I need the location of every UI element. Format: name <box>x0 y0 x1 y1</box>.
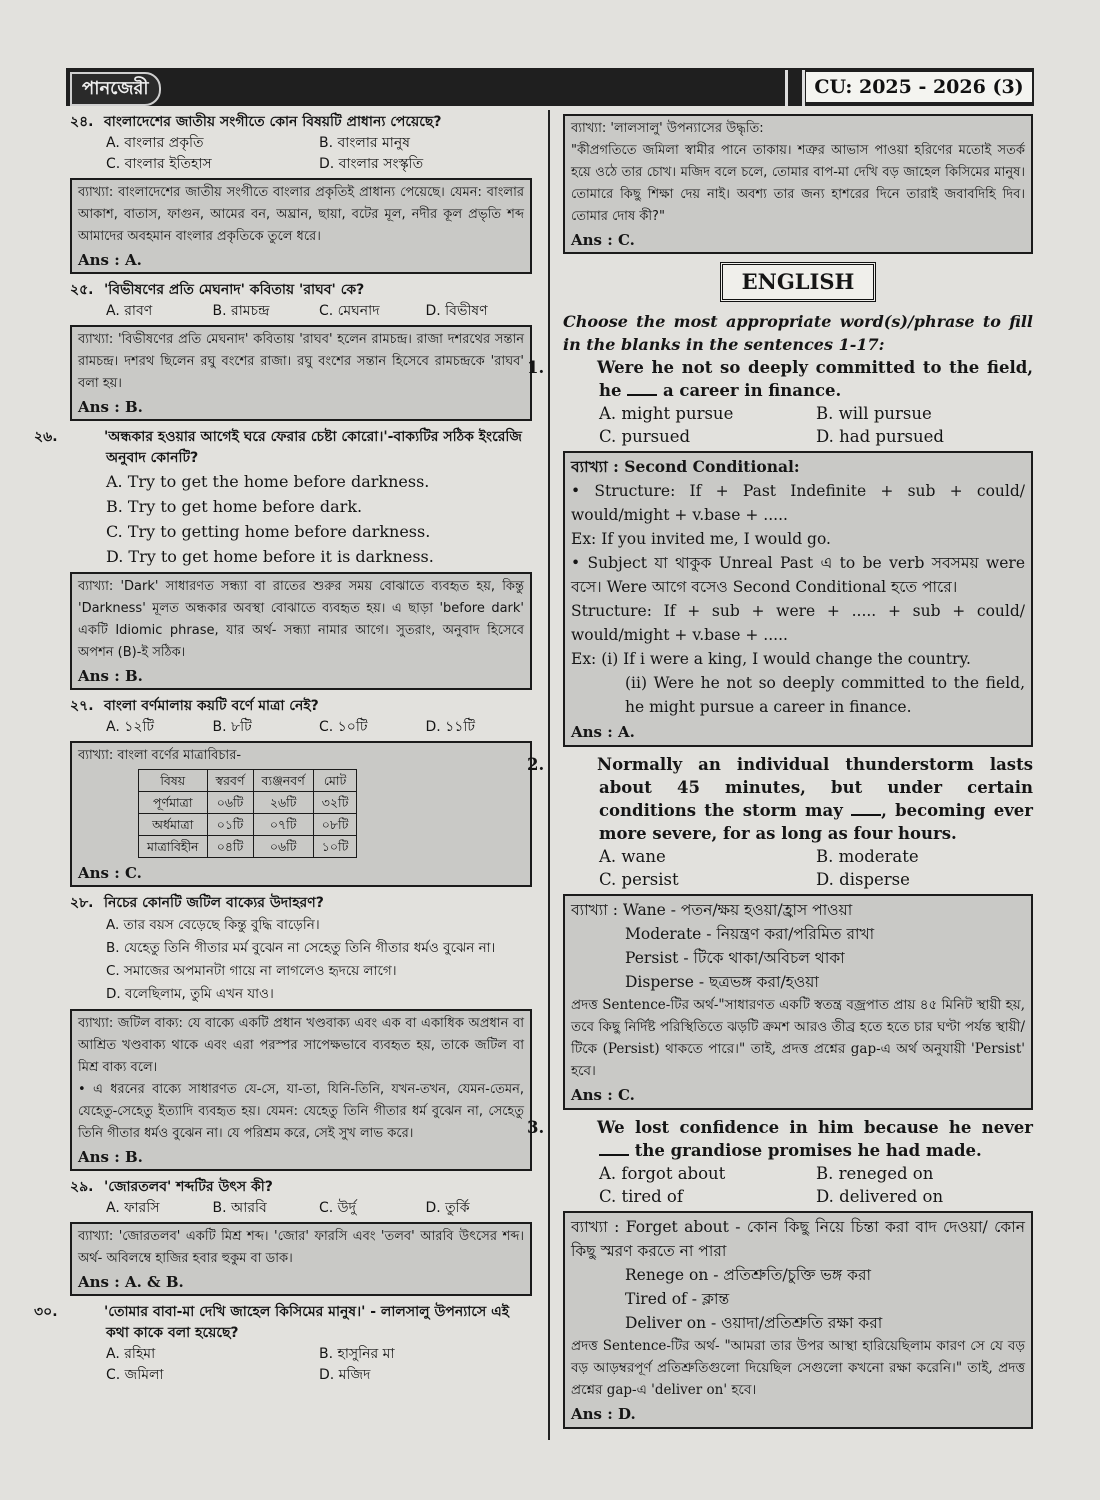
explanation-box <box>70 178 532 274</box>
explanation-text: ব্যাখ্যা: 'বিভীষণের প্রতি মেঘনাদ' কবিতায় 'রাঘব' হলেন রামচন্দ্র। রাজা দশরথের সন্তান রামচন্দ্র। দশরথ ছিলেন রঘু বংশের রাজা। রঘু বংশের সন্তান হিসেবে রামচন্দ্রকে 'রাঘব' বলা হয়। <box>78 332 524 391</box>
question-number: ২৪. <box>70 114 94 130</box>
meaning-line: Renege on - প্রতিশ্রুতি/চুক্তি ভঙ্গ করা <box>625 1266 871 1284</box>
option-b: B. moderate <box>816 847 919 866</box>
option-d: D. disperse <box>816 870 910 889</box>
option-a: A. রহিমা <box>106 1346 156 1362</box>
table-cell: ০৬টি <box>207 792 253 814</box>
explanation-box <box>70 325 532 421</box>
question-text: নিচের কোনটি জটিল বাক্যের উদাহরণ? <box>104 895 324 911</box>
table-header: স্বরবর্ণ <box>207 770 253 792</box>
option-d: D. ১১টি <box>425 719 475 735</box>
question-text: বাংলাদেশের জাতীয় সংগীতে কোন বিষয়টি প্রাধান্য পেয়েছে? <box>104 114 442 130</box>
options <box>70 469 532 569</box>
option-c: C. ১০টি <box>319 719 368 735</box>
question-text-cont: a career in finance. <box>663 381 842 400</box>
question-number: ২৯. <box>70 1179 94 1195</box>
answer: Ans : C. <box>571 1086 635 1104</box>
explanation-text: ব্যাখ্যা: বাংলাদেশের জাতীয় সংগীতে বাংলার প্রকৃতিই প্রাধান্য পেয়েছে। যেমন: বাংলার আকাশ, বাতাস, ফাগুন, আমের বন, অঘ্রান, ছায়া, বটের মূল, নদীর কূল প্রভৃতি শব্দ আমাদের অবহমান বাংলার প্রকৃতিকে তুলে ধরে। <box>78 185 524 244</box>
options <box>70 301 532 322</box>
explanation-box-q30 <box>563 114 1033 254</box>
meaning-line: Tired of - ক্লান্ত <box>625 1290 730 1308</box>
question-text: 'অন্ধকার হওয়ার আগেই ঘরে ফেরার চেষ্টা কোরো।'-বাক্যটির সঠিক ইংরেজি অনুবাদ কোনটি? <box>104 429 522 466</box>
option-d: D. বাংলার সংস্কৃতি <box>319 156 424 172</box>
question-3 <box>527 1116 1033 1429</box>
option-b: B. আরবি <box>212 1200 267 1216</box>
explanation-text: ব্যাখ্যা: বাংলা বর্ণের মাত্রাবিচার- <box>78 748 242 763</box>
option-d: D. বিভীষণ <box>425 303 488 319</box>
question-number: ২৬. <box>34 429 58 445</box>
question-28 <box>70 893 532 1171</box>
blank-line <box>599 1140 629 1156</box>
question-2 <box>527 753 1033 1110</box>
question-text: 'জোরতলব' শব্দটির উৎস কী? <box>104 1179 273 1195</box>
example-1: Ex: If you invited me, I would go. <box>571 530 831 548</box>
meaning-line: Deliver on - ওয়াদা/প্রতিশ্রুতি রক্ষা করা <box>625 1314 883 1332</box>
options <box>563 1162 1033 1208</box>
answer: Ans : B. <box>78 398 143 416</box>
header-divider <box>785 70 805 106</box>
table-row <box>139 792 357 814</box>
question-text-cont: the grandiose promises he had made. <box>634 1141 982 1160</box>
option-a: A. Try to get the home before darkness. <box>106 472 430 491</box>
answer: Ans : C. <box>571 231 635 249</box>
sentence-meaning: প্রদত্ত Sentence-টির অর্থ- "আমরা তার উপর আস্থা হারিয়েছিলাম কারণ সে যে বড় বড় আড়ম্বরপূর্ণ প্রতিশ্রুতিগুলো দিয়েছিল সেগুলো কখনো রক্ষা করেনি।" তাই, প্রদত্ত প্রশ্নের gap-এ 'deliver on' হবে। <box>571 1338 1025 1398</box>
option-b: B. রামচন্দ্র <box>212 303 270 319</box>
question-text: 'বিভীষণের প্রতি মেঘনাদ' কবিতায় 'রাঘব' কে? <box>104 282 365 298</box>
option-c: C. persist <box>599 870 679 889</box>
option-d: D. Try to get home before it is darkness. <box>106 547 434 566</box>
explanation-note: • এ ধরনের বাক্যে সাধারণত যে-সে, যা-তা, যিনি-তিনি, যখন-তখন, যেমন-তেমন, যেহেতু-সেহেতু ইত্যাদি ব্যবহৃত হয়। যেমন: যেহেতু তিনি গীতার ধর্ম বুঝেন না, সেহেতু তিনি গীতার ধর্মও বুঝেন না। যে পরিশ্রম করে, সেই সুখ লাভ করে। <box>78 1082 524 1141</box>
option-c: C. pursued <box>599 427 691 446</box>
table-cell: ০৮টি <box>313 814 357 836</box>
answer: Ans : A. & B. <box>78 1273 184 1291</box>
table-cell: ২৬টি <box>253 792 313 814</box>
question-number: ২৫. <box>70 282 94 298</box>
question-number: ৩০. <box>34 1304 58 1320</box>
question-text: Were he not so deeply committed to the field, he <box>597 358 1033 400</box>
option-b: B. বাংলার মানুষ <box>319 135 410 151</box>
structure-1: • Structure: If + Past Indefinite + sub + could/ would/might + v.base + ..... <box>571 482 1025 524</box>
meaning-line: ব্যাখ্যা : Forget about - কোন কিছু নিয়ে চিন্তা করা বাদ দেওয়া/ কোন কিছু স্মরণ করতে না পারা <box>571 1218 1025 1260</box>
table-header: মোট <box>313 770 357 792</box>
table-cell: মাত্রাবিহীন <box>139 836 208 858</box>
question-number: 3. <box>527 1118 545 1137</box>
meaning-line: Moderate - নিয়ন্ত্রণ করা/পরিমিত রাখা <box>625 925 875 943</box>
explanation-box <box>563 894 1033 1110</box>
question-25 <box>70 280 532 421</box>
table-row <box>139 836 357 858</box>
question-text-cont: , becoming ever more severe, for as long as four hours. <box>599 801 1033 843</box>
option-a: A. might pursue <box>599 404 734 423</box>
answer: Ans : D. <box>571 1405 636 1423</box>
explanation-text: ব্যাখ্যা: জটিল বাক্য: যে বাক্যে একটি প্রধান খণ্ডবাক্য এবং এক বা একাধিক অপ্রধান বা আশ্রিত খণ্ডবাক্য থাকে এবং এরা পরস্পর সাপেক্ষভাবে ব্যবহৃত হয়, তাকে জটিল বা মিশ্র বাক্য বলে। <box>78 1016 524 1075</box>
sentence-meaning: প্রদত্ত Sentence-টির অর্থ-"সাধারণত একটি স্বতন্ত্র বজ্রপাত প্রায় ৪৫ মিনিট স্থায়ী হয়, তবে কিছু নির্দিষ্ট পরিস্থিতিতে ঝড়টি ক্রমশ আরও তীব্র হতে হতে চার ঘণ্টা পর্যন্ত স্থায়ী/টিকে (Persist) থাকতে পারে।" তাই, প্রদত্ত প্রশ্নের gap-এ অর্থ অনুযায়ী 'Persist' হবে। <box>571 997 1025 1079</box>
question-text: 'তোমার বাবা-মা দেখি জাহেল কিসিমের মানুষ।' - লালসালু উপন্যাসে এই কথা কাকে বলা হয়েছে? <box>104 1304 510 1341</box>
option-c: C. সমাজের অপমানটা গায়ে না লাগলেও হৃদয়ে লাগে। <box>106 963 397 979</box>
question-text: Normally an individual thunderstorm lasts about 45 minutes, but under certain conditions the storm may <box>597 755 1033 820</box>
explanation-text: ব্যাখ্যা: 'লালসালু' উপন্যাসের উদ্ধৃতি: <box>571 121 764 136</box>
question-number: 2. <box>527 755 545 774</box>
explanation-title: ব্যাখ্যা : Second Conditional: <box>571 457 800 476</box>
table-row <box>139 814 357 836</box>
matra-table <box>138 769 357 858</box>
option-c: C. মেঘনাদ <box>319 303 380 319</box>
question-number: ২৭. <box>70 698 94 714</box>
question-30 <box>34 1302 532 1386</box>
table-cell: ০৭টি <box>253 814 313 836</box>
answer: Ans : C. <box>78 864 142 882</box>
option-d: D. had pursued <box>816 427 944 446</box>
answer: Ans : B. <box>78 1148 143 1166</box>
meaning-line: Disperse - ছত্রভঙ্গ করা/হওয়া <box>625 973 819 991</box>
table-cell: ৩২টি <box>313 792 357 814</box>
option-d: D. delivered on <box>816 1187 944 1206</box>
option-a: A. ফারসি <box>106 1200 160 1216</box>
meaning-line: ব্যাখ্যা : Wane - পতন/ক্ষয় হওয়া/হ্রাস পাওয়া <box>571 901 853 919</box>
table-header: বিষয় <box>139 770 208 792</box>
explanation-text: ব্যাখ্যা: 'জোরতলব' একটি মিশ্র শব্দ। 'জোর' ফারসি এবং 'তলব' আরবি উৎসের শব্দ। অর্থ- অবিলম্বে হাজির হবার হুকুম বা ডাক। <box>78 1229 524 1266</box>
explanation-text: ব্যাখ্যা: 'Dark' সাধারণত সন্ধ্যা বা রাতের শুরুর সময় বোঝাতে ব্যবহৃত হয়, কিন্তু 'Darkness' মূলত অন্ধকার অবস্থা বোঝাতে ব্যবহৃত হয়। এ ছাড়া 'before dark' একটি Idiomic phrase, যার অর্থ- সন্ধ্যা নামার আগে। সুতরাং, অনুবাদ হিসেবে অপশন (B)-ই সঠিক। <box>78 579 524 660</box>
question-26 <box>34 427 532 690</box>
blank-line <box>851 800 881 816</box>
question-text: বাংলা বর্ণমালায় কয়টি বর্ণে মাত্রা নেই? <box>104 698 319 714</box>
structure-2: Structure: If + sub + were + ..... + sub + could/ would/might + v.base + ..... <box>571 602 1025 644</box>
option-d: D. তুর্কি <box>425 1200 470 1216</box>
left-column <box>34 110 532 1386</box>
page-title: CU: 2025 - 2026 (3) <box>806 72 1032 102</box>
option-d: D. বলেছিলাম, তুমি এখন যাও। <box>106 986 274 1002</box>
column-divider <box>548 110 550 1440</box>
explanation-box <box>70 741 532 887</box>
option-a: A. wane <box>599 847 666 866</box>
question-1 <box>527 356 1033 747</box>
meaning-line: Persist - টিকে থাকা/অবিচল থাকা <box>625 949 845 967</box>
option-b: B. ৮টি <box>212 719 252 735</box>
right-column <box>527 110 1033 1435</box>
option-c: C. Try to getting home before darkness. <box>106 522 431 541</box>
table-cell: ০১টি <box>207 814 253 836</box>
explanation-box <box>563 451 1033 747</box>
options <box>70 1344 532 1386</box>
options <box>70 914 532 1006</box>
brand-logo: পানজেরী <box>70 72 161 106</box>
table-cell: ০৬টি <box>253 836 313 858</box>
option-b: B. reneged on <box>816 1164 934 1183</box>
example-2a: Ex: (i) If i were a king, I would change the country. <box>571 650 971 668</box>
instruction-text: Choose the most appropriate word(s)/phrase to fill in the blanks in the sentences 1-17: <box>563 312 1033 354</box>
table-header: ব্যঞ্জনবর্ণ <box>253 770 313 792</box>
question-text: We lost confidence in him because he never <box>597 1118 1033 1137</box>
option-b: B. Try to get home before dark. <box>106 497 363 516</box>
option-c: C. জমিলা <box>106 1367 164 1383</box>
answer: Ans : A. <box>78 251 142 269</box>
options <box>563 402 1033 448</box>
options <box>70 717 532 738</box>
table-cell: ০৪টি <box>207 836 253 858</box>
options <box>70 133 532 175</box>
question-27 <box>70 696 532 887</box>
example-2b: (ii) Were he not so deeply committed to the field, he might pursue a career in finance. <box>625 674 1025 716</box>
options <box>563 845 1033 891</box>
option-a: A. forgot about <box>599 1164 726 1183</box>
explanation-box <box>70 1222 532 1296</box>
option-a: A. বাংলার প্রকৃতি <box>106 135 204 151</box>
table-cell: ১০টি <box>313 836 357 858</box>
option-c: C. tired of <box>599 1187 683 1206</box>
table-header-row <box>139 770 357 792</box>
option-d: D. মজিদ <box>319 1367 371 1383</box>
answer: Ans : B. <box>78 667 143 685</box>
question-24 <box>70 112 532 274</box>
option-b: B. হাসুনির মা <box>319 1346 395 1362</box>
option-c: C. বাংলার ইতিহাস <box>106 156 212 172</box>
table-cell: অর্ধমাত্রা <box>139 814 208 836</box>
question-number: ২৮. <box>70 895 94 911</box>
option-a: A. তার বয়স বেড়েছে কিন্তু বুদ্ধি বাড়েনি। <box>106 917 320 933</box>
quote-text: "কীপ্রগতিতে জমিলা স্বামীর পানে তাকায়। শত্রুর আভাস পাওয়া হরিণের মতোই সতর্ক হয়ে ওঠে তার চোখ। মজিদ বলে চলে, তোমার বাপ-মা দেখি বড় জাহেল কিসিমের মানুষ। তোমারে কিছু শিক্ষা দেয় নাই। অবশ্য তার জন্য হাশরের দিনে তারাই জবাবদিহি দিব। তোমার দোষ কী?" <box>571 143 1025 224</box>
option-b: B. যেহেতু তিনি গীতার মর্ম বুঝেন না সেহেতু তিনি গীতার ধর্মও বুঝেন না। <box>106 940 496 956</box>
option-a: A. রাবণ <box>106 303 153 319</box>
option-c: C. উর্দু <box>319 1200 356 1216</box>
explanation-box <box>563 1211 1033 1429</box>
section-heading-english: ENGLISH <box>720 262 876 302</box>
question-number: 1. <box>527 358 545 377</box>
explanation-box <box>70 1009 532 1171</box>
options <box>70 1198 532 1219</box>
blank-line <box>627 380 657 396</box>
explanation-box <box>70 572 532 690</box>
option-a: A. ১২টি <box>106 719 155 735</box>
answer: Ans : A. <box>571 723 635 741</box>
table-cell: পূর্ণমাত্রা <box>139 792 208 814</box>
question-29 <box>70 1177 532 1296</box>
note: • Subject যা থাকুক Unreal Past এ to be verb সবসময় were বসে। Were আগে বসেও Second Conditional হতে পারে। <box>571 554 1025 596</box>
option-b: B. will pursue <box>816 404 932 423</box>
